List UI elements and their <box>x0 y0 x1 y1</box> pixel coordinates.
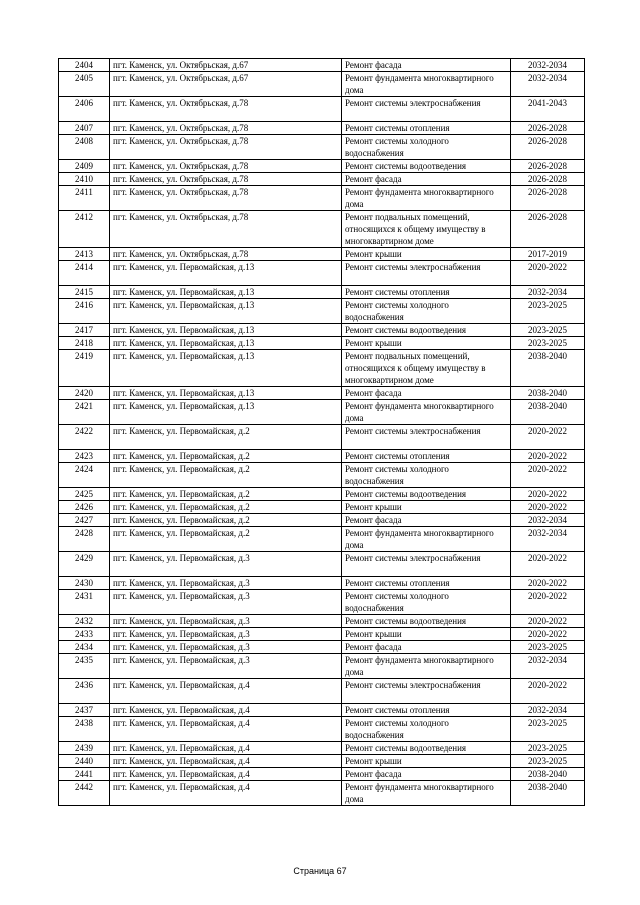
address-cell: пгт. Каменск, ул. Первомайская, д.2 <box>110 450 342 463</box>
table-row <box>59 717 585 742</box>
address-cell: пгт. Каменск, ул. Первомайская, д.4 <box>110 755 342 768</box>
table-row <box>59 527 585 552</box>
table-body <box>59 59 585 806</box>
row-number-cell: 2423 <box>59 450 110 463</box>
work-type-cell: Ремонт фасада <box>342 768 511 781</box>
row-number-cell: 2407 <box>59 122 110 135</box>
address-cell: пгт. Каменск, ул. Первомайская, д.3 <box>110 615 342 628</box>
work-type-cell: Ремонт системы электроснабжения <box>342 425 511 450</box>
table-row <box>59 704 585 717</box>
period-cell: 2020-2022 <box>511 628 585 641</box>
work-type-cell: Ремонт системы отопления <box>342 450 511 463</box>
work-type-cell: Ремонт системы водоотведения <box>342 160 511 173</box>
period-cell: 2020-2022 <box>511 577 585 590</box>
address-cell: пгт. Каменск, ул. Первомайская, д.3 <box>110 577 342 590</box>
period-cell: 2038-2040 <box>511 400 585 425</box>
row-number-cell: 2431 <box>59 590 110 615</box>
work-type-cell: Ремонт фундамента многоквартирного дома <box>342 400 511 425</box>
table-row <box>59 122 585 135</box>
work-type-cell: Ремонт подвальных помещений, относящихся к общему имуществу в многоквартирном доме <box>342 350 511 387</box>
period-cell: 2038-2040 <box>511 781 585 806</box>
row-number-cell: 2427 <box>59 514 110 527</box>
work-type-cell: Ремонт крыши <box>342 248 511 261</box>
work-type-cell: Ремонт крыши <box>342 337 511 350</box>
table-row <box>59 641 585 654</box>
work-type-cell: Ремонт системы электроснабжения <box>342 552 511 577</box>
row-number-cell: 2419 <box>59 350 110 387</box>
table-row <box>59 286 585 299</box>
table-row <box>59 463 585 488</box>
table-row <box>59 628 585 641</box>
period-cell: 2023-2025 <box>511 755 585 768</box>
period-cell: 2023-2025 <box>511 324 585 337</box>
period-cell: 2026-2028 <box>511 122 585 135</box>
period-cell: 2032-2034 <box>511 72 585 97</box>
row-number-cell: 2416 <box>59 299 110 324</box>
work-type-cell: Ремонт крыши <box>342 755 511 768</box>
row-number-cell: 2439 <box>59 742 110 755</box>
period-cell: 2020-2022 <box>511 679 585 704</box>
work-type-cell: Ремонт крыши <box>342 501 511 514</box>
table-row <box>59 211 585 248</box>
table-row <box>59 387 585 400</box>
period-cell: 2026-2028 <box>511 135 585 160</box>
work-type-cell: Ремонт системы электроснабжения <box>342 97 511 122</box>
repair-schedule-table <box>58 58 585 806</box>
row-number-cell: 2413 <box>59 248 110 261</box>
address-cell: пгт. Каменск, ул. Октябрьская, д.78 <box>110 186 342 211</box>
row-number-cell: 2406 <box>59 97 110 122</box>
work-type-cell: Ремонт фасада <box>342 641 511 654</box>
table-row <box>59 299 585 324</box>
work-type-cell: Ремонт фундамента многоквартирного дома <box>342 527 511 552</box>
row-number-cell: 2435 <box>59 654 110 679</box>
address-cell: пгт. Каменск, ул. Первомайская, д.13 <box>110 261 342 286</box>
address-cell: пгт. Каменск, ул. Первомайская, д.3 <box>110 552 342 577</box>
address-cell: пгт. Каменск, ул. Первомайская, д.4 <box>110 704 342 717</box>
address-cell: пгт. Каменск, ул. Первомайская, д.4 <box>110 742 342 755</box>
table-row <box>59 248 585 261</box>
address-cell: пгт. Каменск, ул. Первомайская, д.3 <box>110 654 342 679</box>
work-type-cell: Ремонт фасада <box>342 173 511 186</box>
period-cell: 2026-2028 <box>511 160 585 173</box>
work-type-cell: Ремонт системы холодного водоснабжения <box>342 135 511 160</box>
period-cell: 2020-2022 <box>511 463 585 488</box>
table-row <box>59 261 585 286</box>
period-cell: 2032-2034 <box>511 514 585 527</box>
work-type-cell: Ремонт системы отопления <box>342 286 511 299</box>
work-type-cell: Ремонт системы холодного водоснабжения <box>342 299 511 324</box>
work-type-cell: Ремонт системы отопления <box>342 577 511 590</box>
address-cell: пгт. Каменск, ул. Первомайская, д.4 <box>110 781 342 806</box>
table-row <box>59 160 585 173</box>
work-type-cell: Ремонт фундамента многоквартирного дома <box>342 654 511 679</box>
work-type-cell: Ремонт системы электроснабжения <box>342 679 511 704</box>
row-number-cell: 2408 <box>59 135 110 160</box>
address-cell: пгт. Каменск, ул. Первомайская, д.2 <box>110 425 342 450</box>
work-type-cell: Ремонт системы электроснабжения <box>342 261 511 286</box>
row-number-cell: 2410 <box>59 173 110 186</box>
table-row <box>59 552 585 577</box>
address-cell: пгт. Каменск, ул. Первомайская, д.13 <box>110 387 342 400</box>
row-number-cell: 2425 <box>59 488 110 501</box>
row-number-cell: 2429 <box>59 552 110 577</box>
period-cell: 2032-2034 <box>511 654 585 679</box>
table-row <box>59 97 585 122</box>
address-cell: пгт. Каменск, ул. Октябрьская, д.78 <box>110 173 342 186</box>
table-row <box>59 768 585 781</box>
table-row <box>59 72 585 97</box>
table-row <box>59 679 585 704</box>
row-number-cell: 2409 <box>59 160 110 173</box>
period-cell: 2041-2043 <box>511 97 585 122</box>
address-cell: пгт. Каменск, ул. Первомайская, д.2 <box>110 488 342 501</box>
work-type-cell: Ремонт системы отопления <box>342 704 511 717</box>
period-cell: 2032-2034 <box>511 704 585 717</box>
row-number-cell: 2442 <box>59 781 110 806</box>
address-cell: пгт. Каменск, ул. Октябрьская, д.78 <box>110 97 342 122</box>
row-number-cell: 2428 <box>59 527 110 552</box>
page-number: Страница 67 <box>293 866 347 876</box>
row-number-cell: 2441 <box>59 768 110 781</box>
period-cell: 2023-2025 <box>511 299 585 324</box>
period-cell: 2020-2022 <box>511 590 585 615</box>
work-type-cell: Ремонт подвальных помещений, относящихся к общему имуществу в многоквартирном доме <box>342 211 511 248</box>
table-row <box>59 501 585 514</box>
row-number-cell: 2411 <box>59 186 110 211</box>
period-cell: 2020-2022 <box>511 552 585 577</box>
table-row <box>59 135 585 160</box>
address-cell: пгт. Каменск, ул. Октябрьская, д.78 <box>110 211 342 248</box>
work-type-cell: Ремонт фундамента многоквартирного дома <box>342 781 511 806</box>
table-row <box>59 186 585 211</box>
address-cell: пгт. Каменск, ул. Октябрьская, д.67 <box>110 72 342 97</box>
address-cell: пгт. Каменск, ул. Первомайская, д.3 <box>110 628 342 641</box>
table-row <box>59 654 585 679</box>
table-row <box>59 742 585 755</box>
row-number-cell: 2433 <box>59 628 110 641</box>
address-cell: пгт. Каменск, ул. Первомайская, д.13 <box>110 350 342 387</box>
row-number-cell: 2430 <box>59 577 110 590</box>
row-number-cell: 2426 <box>59 501 110 514</box>
work-type-cell: Ремонт системы холодного водоснабжения <box>342 463 511 488</box>
document-page <box>58 58 584 806</box>
row-number-cell: 2404 <box>59 59 110 72</box>
table-row <box>59 488 585 501</box>
address-cell: пгт. Каменск, ул. Первомайская, д.4 <box>110 768 342 781</box>
work-type-cell: Ремонт системы холодного водоснабжения <box>342 590 511 615</box>
period-cell: 2032-2034 <box>511 59 585 72</box>
row-number-cell: 2405 <box>59 72 110 97</box>
work-type-cell: Ремонт фасада <box>342 59 511 72</box>
row-number-cell: 2421 <box>59 400 110 425</box>
period-cell: 2023-2025 <box>511 742 585 755</box>
row-number-cell: 2440 <box>59 755 110 768</box>
table-row <box>59 324 585 337</box>
period-cell: 2020-2022 <box>511 615 585 628</box>
address-cell: пгт. Каменск, ул. Первомайская, д.4 <box>110 679 342 704</box>
table-row <box>59 173 585 186</box>
address-cell: пгт. Каменск, ул. Первомайская, д.3 <box>110 641 342 654</box>
address-cell: пгт. Каменск, ул. Первомайская, д.13 <box>110 324 342 337</box>
address-cell: пгт. Каменск, ул. Октябрьская, д.78 <box>110 135 342 160</box>
address-cell: пгт. Каменск, ул. Первомайская, д.2 <box>110 501 342 514</box>
period-cell: 2038-2040 <box>511 768 585 781</box>
period-cell: 2020-2022 <box>511 261 585 286</box>
period-cell: 2023-2025 <box>511 717 585 742</box>
work-type-cell: Ремонт фундамента многоквартирного дома <box>342 72 511 97</box>
row-number-cell: 2432 <box>59 615 110 628</box>
row-number-cell: 2434 <box>59 641 110 654</box>
table-row <box>59 425 585 450</box>
address-cell: пгт. Каменск, ул. Октябрьская, д.78 <box>110 160 342 173</box>
period-cell: 2026-2028 <box>511 186 585 211</box>
table-row <box>59 755 585 768</box>
work-type-cell: Ремонт системы водоотведения <box>342 615 511 628</box>
work-type-cell: Ремонт системы водоотведения <box>342 488 511 501</box>
table-row <box>59 400 585 425</box>
period-cell: 2023-2025 <box>511 337 585 350</box>
table-row <box>59 615 585 628</box>
period-cell: 2026-2028 <box>511 211 585 248</box>
address-cell: пгт. Каменск, ул. Первомайская, д.3 <box>110 590 342 615</box>
work-type-cell: Ремонт крыши <box>342 628 511 641</box>
row-number-cell: 2414 <box>59 261 110 286</box>
work-type-cell: Ремонт системы холодного водоснабжения <box>342 717 511 742</box>
table-row <box>59 514 585 527</box>
address-cell: пгт. Каменск, ул. Первомайская, д.4 <box>110 717 342 742</box>
table-row <box>59 59 585 72</box>
row-number-cell: 2422 <box>59 425 110 450</box>
period-cell: 2020-2022 <box>511 501 585 514</box>
address-cell: пгт. Каменск, ул. Первомайская, д.13 <box>110 400 342 425</box>
row-number-cell: 2436 <box>59 679 110 704</box>
address-cell: пгт. Каменск, ул. Октябрьская, д.78 <box>110 122 342 135</box>
address-cell: пгт. Каменск, ул. Первомайская, д.13 <box>110 299 342 324</box>
period-cell: 2038-2040 <box>511 350 585 387</box>
work-type-cell: Ремонт фасада <box>342 387 511 400</box>
period-cell: 2017-2019 <box>511 248 585 261</box>
address-cell: пгт. Каменск, ул. Первомайская, д.2 <box>110 463 342 488</box>
row-number-cell: 2420 <box>59 387 110 400</box>
table-row <box>59 337 585 350</box>
row-number-cell: 2437 <box>59 704 110 717</box>
work-type-cell: Ремонт системы водоотведения <box>342 324 511 337</box>
period-cell: 2020-2022 <box>511 425 585 450</box>
period-cell: 2026-2028 <box>511 173 585 186</box>
period-cell: 2020-2022 <box>511 450 585 463</box>
period-cell: 2032-2034 <box>511 286 585 299</box>
period-cell: 2020-2022 <box>511 488 585 501</box>
work-type-cell: Ремонт фасада <box>342 514 511 527</box>
address-cell: пгт. Каменск, ул. Первомайская, д.2 <box>110 527 342 552</box>
row-number-cell: 2415 <box>59 286 110 299</box>
period-cell: 2038-2040 <box>511 387 585 400</box>
work-type-cell: Ремонт системы водоотведения <box>342 742 511 755</box>
address-cell: пгт. Каменск, ул. Первомайская, д.2 <box>110 514 342 527</box>
table-row <box>59 590 585 615</box>
row-number-cell: 2424 <box>59 463 110 488</box>
period-cell: 2032-2034 <box>511 527 585 552</box>
table-row <box>59 450 585 463</box>
address-cell: пгт. Каменск, ул. Первомайская, д.13 <box>110 337 342 350</box>
row-number-cell: 2418 <box>59 337 110 350</box>
row-number-cell: 2412 <box>59 211 110 248</box>
work-type-cell: Ремонт системы отопления <box>342 122 511 135</box>
address-cell: пгт. Каменск, ул. Первомайская, д.13 <box>110 286 342 299</box>
address-cell: пгт. Каменск, ул. Октябрьская, д.78 <box>110 248 342 261</box>
row-number-cell: 2438 <box>59 717 110 742</box>
table-row <box>59 781 585 806</box>
table-row <box>59 350 585 387</box>
work-type-cell: Ремонт фундамента многоквартирного дома <box>342 186 511 211</box>
row-number-cell: 2417 <box>59 324 110 337</box>
address-cell: пгт. Каменск, ул. Октябрьская, д.67 <box>110 59 342 72</box>
period-cell: 2023-2025 <box>511 641 585 654</box>
table-row <box>59 577 585 590</box>
